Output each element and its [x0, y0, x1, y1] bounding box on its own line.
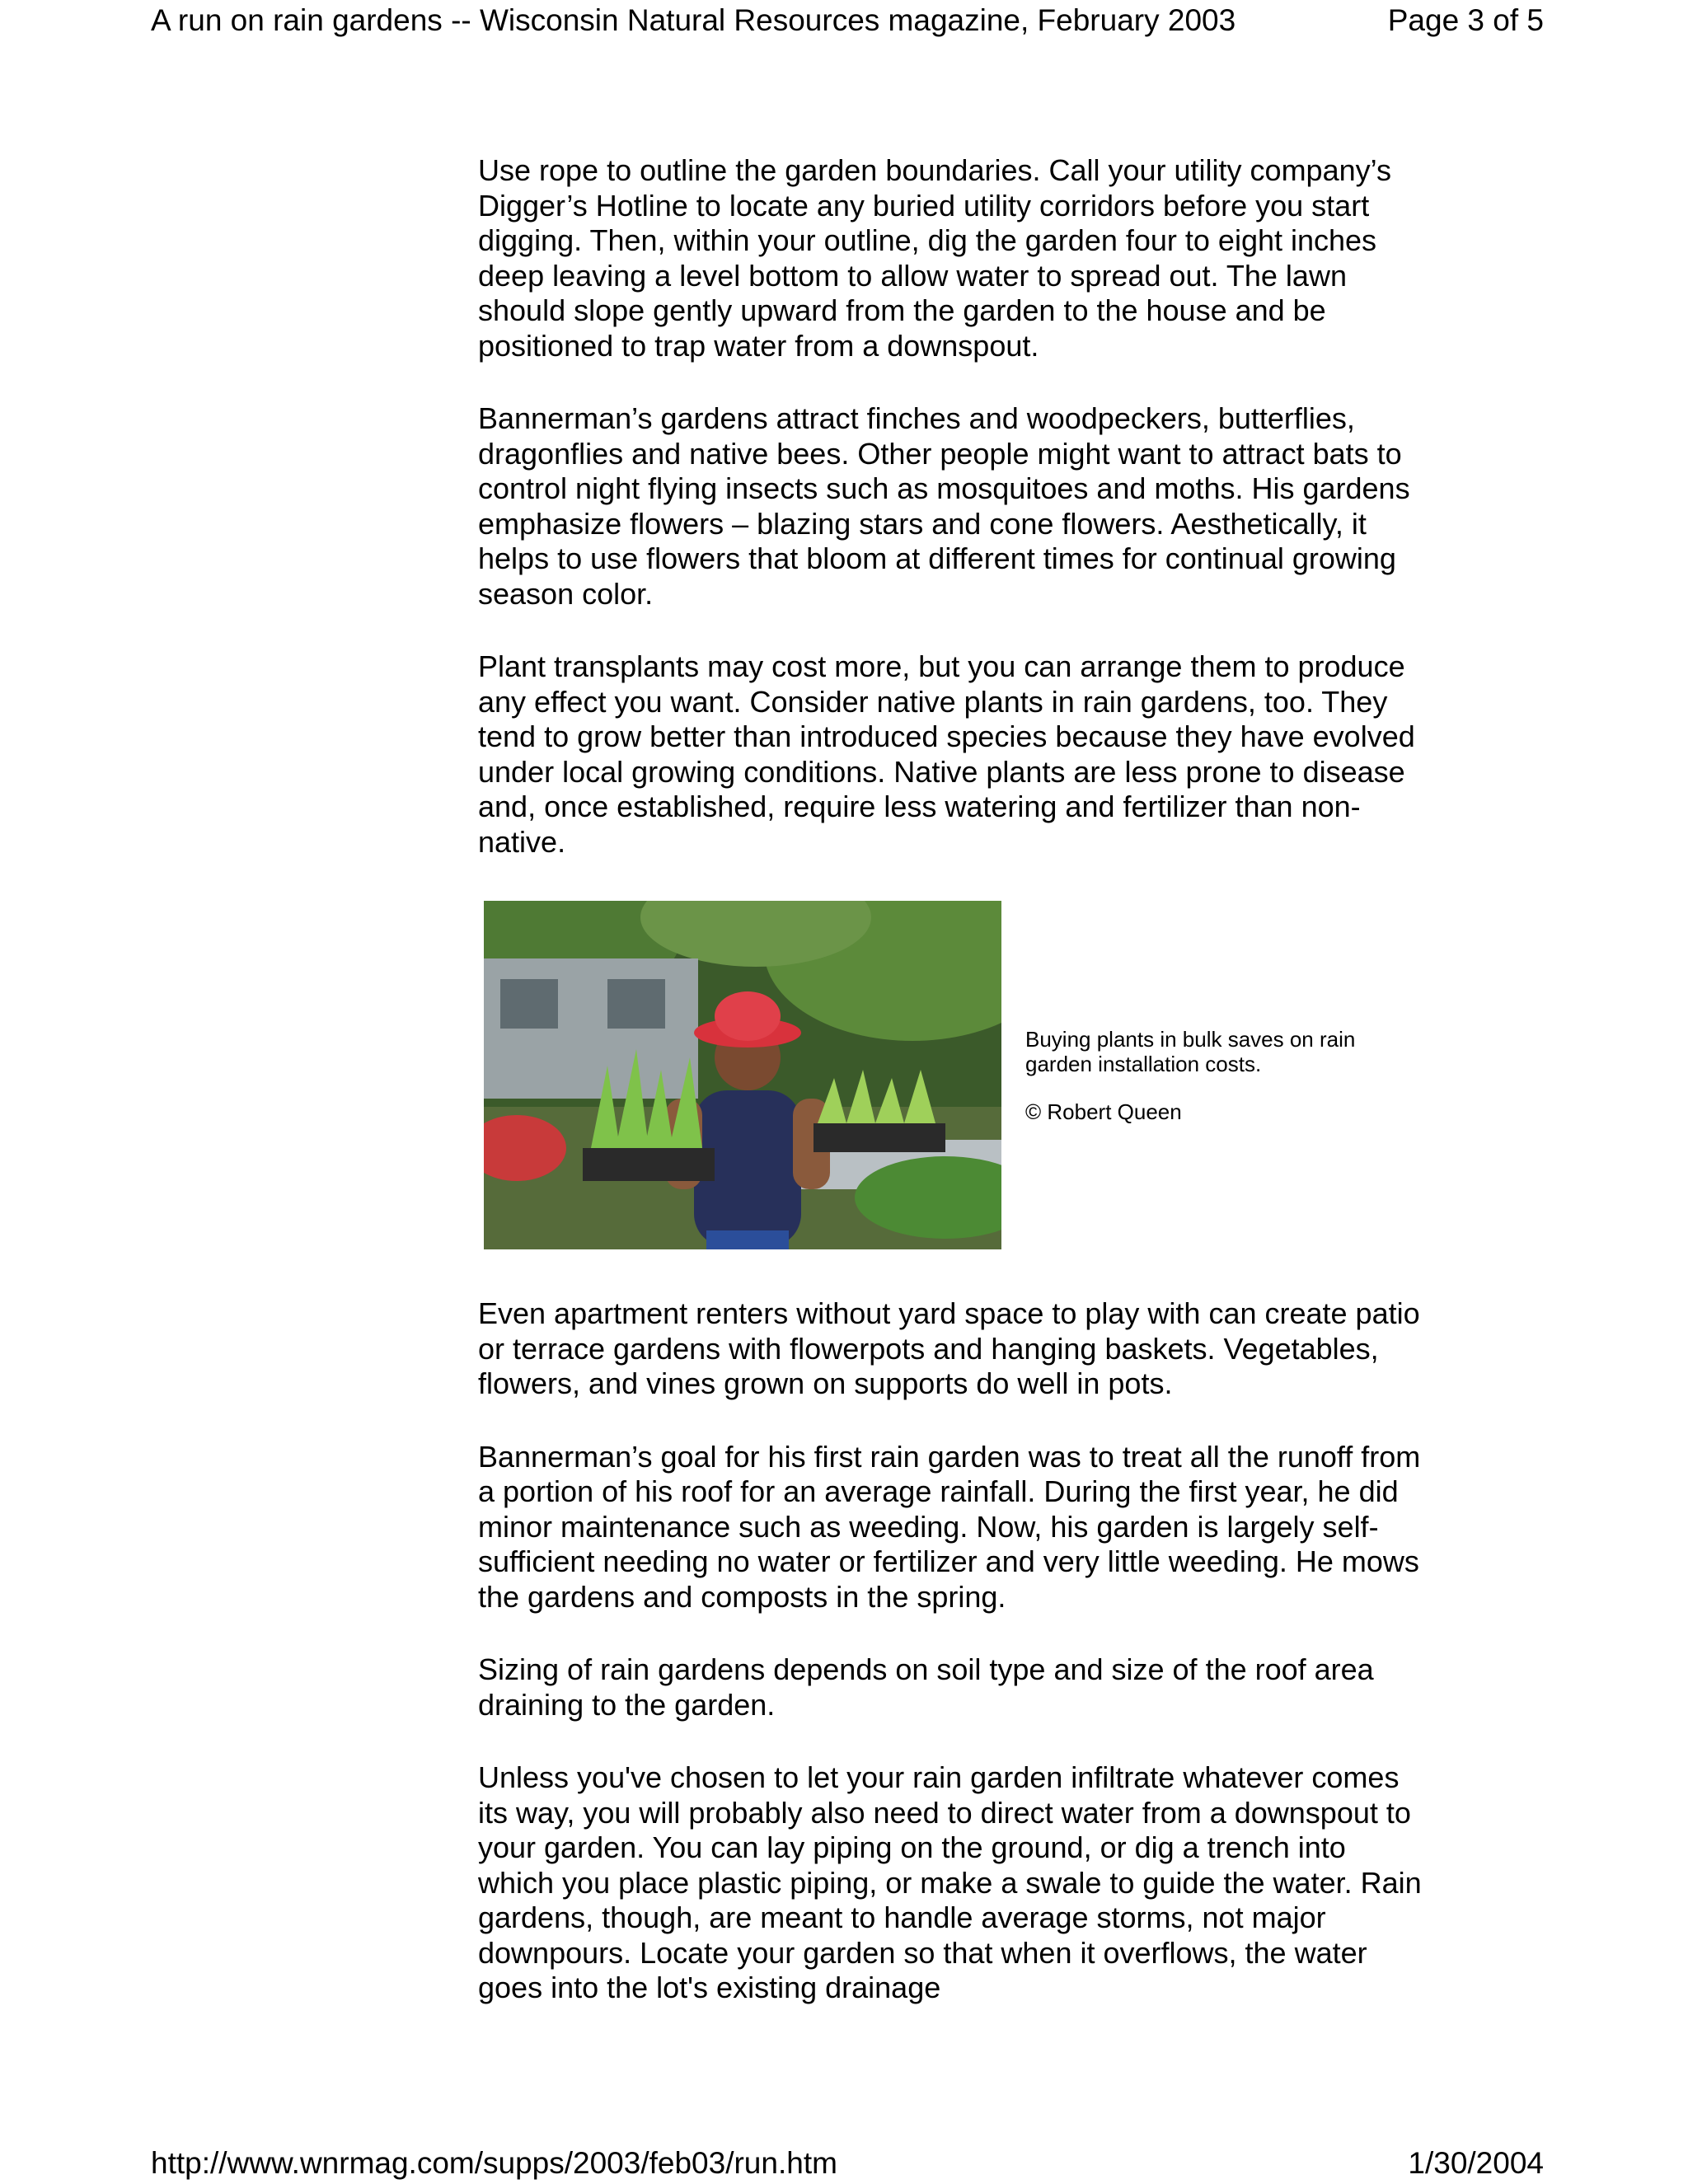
paragraph: Use rope to outline the garden boundaries. Call your utility company’s Digger’s Hotline to locate any buried utility corridors before you start digging. Then, within your outline, dig the garden four to eight inches deep leaving a level bottom to allow water to spread out. The lawn should slope gently upward from the garden to the house and be positioned to trap water from a downspout. [478, 153, 1391, 363]
photo-illustration [484, 901, 1001, 1249]
paragraph: Sizing of rain gardens depends on soil type and size of the roof area draining to the garden. [478, 1652, 1374, 1722]
page-number: Page 3 of 5 [1387, 3, 1544, 37]
caption-text: Buying plants in bulk saves on rain garden installation costs. [1025, 1027, 1356, 1076]
article-body [478, 153, 1426, 2044]
paragraph: Unless you've chosen to let your rain garden infiltrate whatever comes its way, you will probably also need to direct water from a downspout to your garden. You can lay piping on the ground, or dig a trench into which you place plastic piping, or make a swale to guide the water. Rain gardens, though, are meant to handle average storms, not major downpours. Locate your garden so that when it overflows, the water goes into the lot's existing drainage [478, 1760, 1422, 2004]
paragraph: Bannerman’s goal for his first rain garden was to treat all the runoff from a portion of his roof for an average rainfall. During the first year, he did minor maintenance such as weeding. Now, his garden is largely self-sufficient needing no water or fertilizer and very little weeding. He mows the gardens and composts in the spring. [478, 1439, 1421, 1614]
source-url: http://www.wnrmag.com/supps/2003/feb03/run.htm [151, 2146, 837, 2180]
paragraph: Bannerman’s gardens attract finches and woodpeckers, butterflies, dragonflies and native bees. Other people might want to attract bats to control night flying insects such as mosquitoes and moths. His gardens emphasize flowers – blazing stars and cone flowers. Aesthetically, it helps to use flowers that bloom at different times for continual growing season color. [478, 401, 1410, 611]
photo-figure [478, 901, 1426, 1255]
paragraph: Plant transplants may cost more, but you can arrange them to produce any effect you want. Consider native plants in rain gardens, too. They tend to grow better than introduced species because they have evolved under local growing conditions. Native plants are less prone to disease and, once established, require less watering and fertilizer than non-native. [478, 649, 1415, 859]
gardener-photo [484, 901, 1001, 1249]
page-header [151, 0, 1544, 41]
page-footer [151, 2143, 1544, 2184]
paragraph: Even apartment renters without yard space to play with can create patio or terrace gardens with flowerpots and hanging baskets. Vegetables, flowers, and vines grown on supports do well in pots. [478, 1296, 1420, 1400]
print-date: 1/30/2004 [1408, 2146, 1544, 2180]
photo-credit: © Robert Queen [1025, 1099, 1182, 1124]
photo-caption [1025, 1027, 1388, 1147]
document-title: A run on rain gardens -- Wisconsin Natural Resources magazine, February 2003 [151, 3, 1236, 37]
